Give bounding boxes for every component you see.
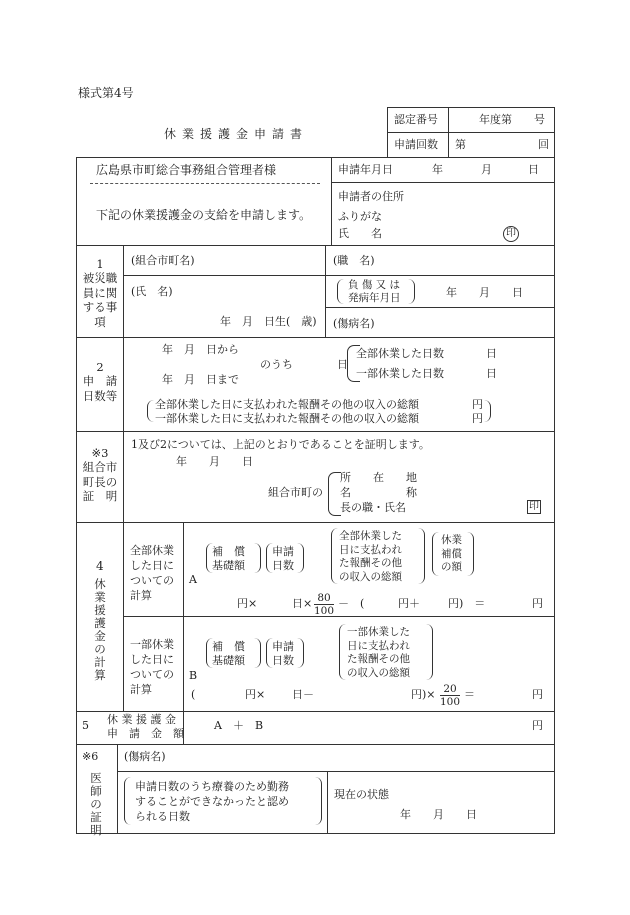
applicant-name-label: 氏 名 xyxy=(338,227,382,240)
b-total-yen: 円 xyxy=(532,688,543,701)
applicant-address-label: 申請者の住所 xyxy=(338,190,404,203)
full-days-unit: 日 xyxy=(486,347,497,360)
period-from: 年 月 日から xyxy=(162,343,239,356)
section5-number: 5 xyxy=(82,719,89,732)
doctor-disease-label: (傷病名) xyxy=(124,750,166,763)
full-paid-label: 全部休業した 日に支払われ た報酬その他 の収入の総額 xyxy=(339,530,402,583)
unable-days-label: 申請日数のうち療養のため勤務 することができなかったと認め られる日数 xyxy=(135,780,289,823)
application-statement: 下記の休業援護金の支給を申請します。 xyxy=(96,208,312,222)
calc-a-marker: A xyxy=(189,573,197,586)
a-yen-close-eq: 円) ＝ xyxy=(448,597,486,610)
victim-name-label: (氏 名) xyxy=(131,285,173,298)
section1-label: 1 被災職 員に関 する事 項 xyxy=(82,257,118,329)
mayor-certification-statement: 1及び2については、上記のとおりであることを証明します。 xyxy=(131,438,430,451)
a-day-times: 日× xyxy=(292,597,313,610)
section5-label-a: 休 業 援 護 金 xyxy=(107,713,176,726)
application-count-prefix: 第 xyxy=(455,138,466,151)
full-days-label: 全部休業した日数 xyxy=(356,347,444,360)
b-open-paren: ( xyxy=(191,688,196,701)
partial-calc-label: 一部休業 した日に ついての 計算 xyxy=(130,638,174,696)
full-income-label: 全部休業した日に支払われた報酬その他の収入の総額 xyxy=(155,398,419,411)
form-number: 様式第4号 xyxy=(78,86,134,100)
b-fraction-numerator: 20 xyxy=(440,684,460,696)
municipality-label: (組合市町名) xyxy=(131,254,195,267)
injury-date-ymd: 年 月 日 xyxy=(446,286,523,299)
org-address-label: 所 在 地 xyxy=(340,471,417,484)
application-month: 月 xyxy=(481,163,492,176)
birth-date: 年 月 日生( 歳) xyxy=(220,315,317,328)
municipality-org-label: 組合市町の xyxy=(268,486,323,499)
b-yen-times: 円× xyxy=(245,688,266,701)
a-fraction xyxy=(314,593,334,617)
period-among: のうち xyxy=(260,358,293,371)
a-fraction-numerator: 80 xyxy=(314,593,334,605)
application-count-label: 申請回数 xyxy=(394,138,438,151)
application-days-label-a: 申請 日数 xyxy=(272,545,294,573)
total-formula: A ＋ B xyxy=(214,719,264,732)
application-days-label-b: 申請 日数 xyxy=(272,640,294,668)
b-fraction xyxy=(440,684,460,708)
application-date-label: 申請年月日 xyxy=(338,163,393,176)
full-calc-label: 全部休業 した日に ついての 計算 xyxy=(130,544,174,602)
injury-date-label-b: 発病年月日 xyxy=(348,292,401,304)
cert-number-label: 認定番号 xyxy=(394,113,438,126)
current-status-label: 現在の状態 xyxy=(334,788,389,801)
mayor-seal: 印 xyxy=(529,501,539,512)
applicant-seal: 印 xyxy=(503,226,519,242)
period-to: 年 月 日まで xyxy=(162,373,239,386)
full-income-yen: 円 xyxy=(472,398,483,411)
org-head-label: 長の職・氏名 xyxy=(340,501,406,514)
certification-date: 年 月 日 xyxy=(176,455,253,468)
section6-label: ※6 xyxy=(82,750,99,763)
section2-label: 2 申 請 日数等 xyxy=(82,360,118,403)
application-count-unit: 回 xyxy=(538,138,549,151)
partial-days-unit: 日 xyxy=(486,367,497,380)
section3-label: ※3 組合市 町長の 証 明 xyxy=(82,446,118,504)
section5-label-b: 申 請 金 額 xyxy=(107,727,184,740)
b-day-minus: 日－ xyxy=(292,688,314,701)
a-total-yen: 円 xyxy=(532,597,543,610)
job-title-label: (職 名) xyxy=(333,254,375,267)
partial-paid-label: 一部休業した 日に支払われ た報酬その他 の収入の総額 xyxy=(347,626,410,679)
partial-income-yen: 円 xyxy=(472,412,483,425)
a-minus-paren: － ( xyxy=(338,597,365,610)
org-name-label: 名 称 xyxy=(340,486,417,499)
injury-date-label-a: 負 傷 又 は xyxy=(348,279,401,291)
period-days: 日 xyxy=(337,358,348,371)
section4-label: 休 業 援 護 金 の 計 算 xyxy=(94,577,106,682)
application-year: 年 xyxy=(432,163,443,176)
cert-number-format: 年度第 号 xyxy=(479,113,545,126)
a-yen-plus: 円＋ xyxy=(398,597,420,610)
comp-amount-label: 休業 補償 の額 xyxy=(441,534,462,574)
section4-number: 4 xyxy=(96,559,104,573)
furigana-label: ふりがな xyxy=(338,210,382,223)
b-equals: ＝ xyxy=(464,688,475,701)
b-yen-close-times: 円)× xyxy=(411,688,436,701)
doctor-certification-label: 医 師 の 証 明 xyxy=(90,771,102,837)
partial-income-label: 一部休業した日に支払われた報酬その他の収入の総額 xyxy=(155,412,419,425)
addressee: 広島県市町総合事務組合管理者様 xyxy=(96,163,277,177)
calc-b-marker: B xyxy=(189,669,198,682)
base-amount-label-a: 補 償 基礎額 xyxy=(212,545,245,573)
partial-days-label: 一部休業した日数 xyxy=(356,367,444,380)
total-yen: 円 xyxy=(532,719,543,732)
base-amount-label-b: 補 償 基礎額 xyxy=(212,640,245,668)
application-day: 日 xyxy=(528,163,539,176)
disease-name-label: (傷病名) xyxy=(333,317,375,330)
doctor-date: 年 月 日 xyxy=(400,808,477,821)
b-fraction-denominator: 100 xyxy=(440,696,461,708)
a-yen-times: 円× xyxy=(237,597,258,610)
a-fraction-denominator: 100 xyxy=(314,605,335,617)
form-title: 休業援護金申請書 xyxy=(164,127,309,141)
